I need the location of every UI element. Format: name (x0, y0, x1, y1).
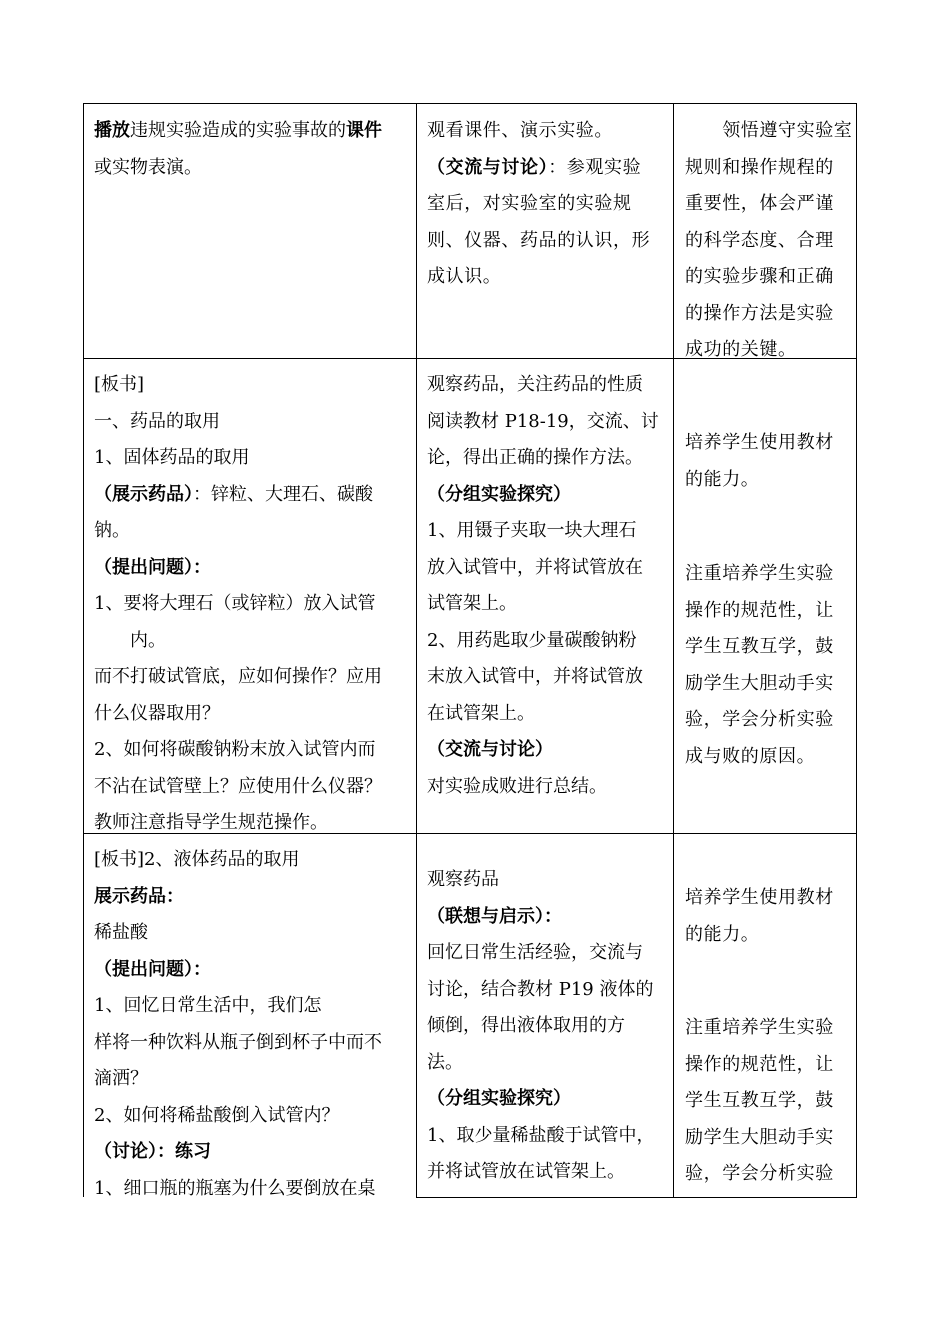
text-run: 而不打破试管底，应如何操作？应用 (94, 666, 382, 687)
rows.1.col3b-line (685, 593, 850, 630)
rows.2.col3a-line (685, 917, 850, 954)
text-run: 论，得出正确的操作方法。 (427, 447, 643, 468)
rows.1.col2-line (427, 732, 665, 769)
rows.2.col1-line (94, 1025, 410, 1062)
text-run: 在试管架上。 (427, 702, 535, 724)
text-run: 学生互教互学，鼓 (685, 1090, 834, 1111)
text-run: 倾倒，得出液体取用的方 (427, 1015, 625, 1036)
rows.1.col1-line (94, 769, 410, 806)
rows.1.col2-line (427, 696, 665, 733)
text-run: 的科学态度、合理 (685, 229, 834, 251)
text-run: （提出问题）： (94, 556, 211, 578)
rows.1.col3b-line (685, 702, 850, 739)
text-run: （交流与讨论） (427, 156, 549, 178)
rows.2.col1-line (94, 842, 410, 879)
rows.1.col1-line (94, 696, 410, 733)
rows.0.col3-line (685, 113, 853, 150)
text-run: 不沾在试管壁上？应使用什么仪器？ (94, 775, 382, 797)
text-run: 培养学生使用教材 (685, 887, 834, 908)
table-border-top (83, 103, 857, 104)
text-run: 观察药品 (427, 869, 499, 890)
rows.2.col2-line (427, 1154, 665, 1191)
rows.1.col2-line (427, 513, 665, 550)
text-run: 试管架上。 (427, 593, 517, 614)
row3-design-intent-a (685, 880, 850, 953)
row1-design-intent (685, 113, 853, 369)
rows.0.col3-line (685, 332, 850, 369)
rows.1.col2-line (427, 550, 665, 587)
table-border-right (856, 103, 857, 1197)
text-run: （提出问题）： (94, 958, 211, 980)
text-run: 的能力。 (685, 468, 760, 490)
rows.0.col2-line (427, 150, 665, 187)
rows.1.col1-line (94, 732, 410, 769)
text-run: 课件 (346, 120, 382, 141)
rows.2.col1-line (94, 1061, 410, 1098)
rows.2.col3b-line (685, 1047, 850, 1084)
rows.0.col3-line (685, 150, 850, 187)
rows.1.col1-line (94, 623, 410, 660)
text-run: 稀盐酸 (94, 922, 148, 943)
text-run: ：参观实验 (548, 156, 642, 178)
text-run: 的操作方法是实验 (685, 302, 834, 324)
text-run: 什么仪器取用？ (94, 702, 220, 724)
text-run: 内。 (130, 629, 166, 651)
rows.0.col3-line (685, 296, 850, 333)
rows.1.col1-line (94, 659, 410, 696)
rows.0.col3-line (685, 186, 850, 223)
rows.2.col1-line (94, 1134, 410, 1171)
text-run: 1、要将大理石（或锌粒）放入试管 (94, 593, 376, 614)
text-run: 领悟遵守实验室 (685, 120, 853, 141)
text-run: 展示药品： (94, 885, 184, 907)
row3-teacher-activity (94, 842, 410, 1207)
text-run: 2、如何将稀盐酸倒入试管内？ (94, 1104, 340, 1126)
rows.2.col1-line (94, 988, 410, 1025)
rows.1.col3a-line (685, 425, 850, 462)
rows.1.col2-line (427, 367, 665, 404)
rows.2.col3a-line (685, 880, 850, 917)
text-run: 末放入试管中，并将试管放 (427, 666, 643, 687)
rows.2.col2-line (427, 972, 665, 1009)
rows.2.col1-line (94, 879, 410, 916)
text-run: 阅读教材 P18-19，交流、讨 (427, 410, 659, 432)
row2-student-activity (427, 367, 665, 805)
rows.2.col2-line (427, 1008, 665, 1045)
rows.1.col1-line (94, 367, 410, 404)
text-run: 样将一种饮料从瓶子倒到杯子中而不 (94, 1031, 382, 1053)
text-run: 的实验步骤和正确 (685, 266, 834, 287)
text-run: 讨论，结合教材 P19 液体的 (427, 978, 654, 1000)
rows.1.col1-line (94, 586, 410, 623)
rows.1.col2-line (427, 440, 665, 477)
rows.0.col3-line (685, 223, 850, 260)
rows.0.col1-line (94, 150, 410, 187)
text-run: （展示药品） (94, 483, 193, 505)
text-run: （讨论）：练习 (94, 1141, 211, 1162)
rows.1.col1-line (94, 805, 410, 842)
text-run: 学生互教互学，鼓 (685, 636, 834, 657)
text-run: 验，学会分析实验 (685, 1163, 834, 1184)
rows.0.col2-line (427, 259, 665, 296)
rows.2.col2-line (427, 899, 665, 936)
table-col-divider (673, 103, 674, 1197)
table-col-divider (416, 103, 417, 1197)
row3-design-intent-b (685, 1010, 850, 1193)
rows.2.col2-line (427, 862, 665, 899)
text-run: 放入试管中，并将试管放在 (427, 556, 643, 578)
text-run: （联想与启示）： (427, 905, 562, 927)
text-run: 1、固体药品的取用 (94, 447, 250, 468)
rows.2.col1-line (94, 915, 410, 952)
text-run: 重要性，体会严谨 (685, 193, 834, 214)
text-run: 培养学生使用教材 (685, 432, 834, 453)
text-run: （交流与讨论） (427, 739, 553, 760)
text-run: 1、回忆日常生活中，我们怎 (94, 995, 322, 1016)
text-run: 的能力。 (685, 923, 760, 945)
row2-design-intent-b (685, 556, 850, 775)
rows.2.col2-line (427, 935, 665, 972)
row1-teacher-activity (94, 113, 410, 186)
text-run: 2、如何将碳酸钠粉末放入试管内而 (94, 739, 376, 760)
rows.2.col1-line (94, 1098, 410, 1135)
text-run: ：锌粒、大理石、碳酸 (193, 483, 373, 505)
text-run: 滴洒？ (94, 1068, 148, 1089)
rows.1.col3b-line (685, 739, 850, 776)
text-run: 操作的规范性，让 (685, 1053, 834, 1075)
text-run: 操作的规范性，让 (685, 599, 834, 621)
rows.1.col2-line (427, 477, 665, 514)
text-run: 回忆日常生活经验，交流与 (427, 942, 643, 963)
text-run: [板书] (94, 374, 145, 395)
rows.1.col2-line (427, 769, 665, 806)
text-run: 成与败的原因。 (685, 745, 816, 767)
row1-student-activity (427, 113, 665, 296)
rows.2.col1-line (94, 1171, 410, 1208)
text-run: 注重培养学生实验 (685, 563, 834, 584)
rows.2.col2-line (427, 1081, 665, 1118)
text-run: 观察药品，关注药品的性质 (427, 374, 643, 395)
text-run: 注重培养学生实验 (685, 1017, 834, 1038)
rows.0.col3-line (685, 259, 850, 296)
text-run: 观看课件、演示实验。 (427, 120, 613, 141)
text-run: 对实验成败进行总结。 (427, 775, 607, 797)
text-run: 1、细口瓶的瓶塞为什么要倒放在桌 (94, 1177, 376, 1199)
rows.2.col3b-line (685, 1083, 850, 1120)
rows.1.col1-line (94, 550, 410, 587)
text-run: 1、用镊子夹取一块大理石 (427, 520, 637, 541)
rows.1.col2-line (427, 404, 665, 441)
table-border-bottom-mid (416, 1197, 857, 1198)
text-run: 或实物表演。 (94, 156, 202, 178)
text-run: 并将试管放在试管架上。 (427, 1161, 625, 1182)
rows.1.col1-line (94, 477, 410, 514)
row2-teacher-activity (94, 367, 410, 842)
rows.1.col2-line (427, 586, 665, 623)
rows.1.col1-line (94, 440, 410, 477)
text-run: （分组实验探究） (427, 483, 571, 505)
rows.2.col3b-line (685, 1156, 850, 1193)
text-run: 励学生大胆动手实 (685, 1126, 834, 1148)
rows.0.col2-line (427, 113, 665, 150)
text-run: 则、仪器、药品的认识，形 (427, 229, 651, 251)
rows.1.col2-line (427, 659, 665, 696)
text-run: 2、用药匙取少量碳酸钠粉 (427, 629, 637, 651)
rows.1.col3b-line (685, 666, 850, 703)
text-run: 验，学会分析实验 (685, 709, 834, 730)
rows.2.col1-line (94, 952, 410, 989)
text-run: 励学生大胆动手实 (685, 672, 834, 694)
rows.0.col1-line (94, 113, 410, 150)
rows.1.col3b-line (685, 629, 850, 666)
rows.1.col1-line (94, 513, 410, 550)
text-run: 规则和操作规程的 (685, 156, 834, 178)
text-run: 播放 (94, 120, 130, 141)
row2-design-intent-a (685, 425, 850, 498)
text-run: 法。 (427, 1051, 463, 1073)
text-run: 成功的关键。 (685, 339, 797, 360)
text-run: 钠。 (94, 520, 130, 541)
rows.2.col2-line (427, 1118, 665, 1155)
text-run: 教师注意指导学生规范操作。 (94, 812, 328, 833)
rows.1.col3b-line (685, 556, 850, 593)
rows.0.col2-line (427, 186, 665, 223)
text-run: 成认识。 (427, 266, 502, 287)
row3-student-activity (427, 862, 665, 1191)
rows.2.col3b-line (685, 1010, 850, 1047)
table-border-left (83, 103, 84, 1197)
text-run: 1、取少量稀盐酸于试管中， (427, 1124, 655, 1146)
text-run: 一、药品的取用 (94, 410, 220, 432)
rows.1.col2-line (427, 623, 665, 660)
rows.1.col3a-line (685, 462, 850, 499)
rows.0.col2-line (427, 223, 665, 260)
rows.2.col2-line (427, 1045, 665, 1082)
rows.2.col3b-line (685, 1120, 850, 1157)
text-run: [板书]2、液体药品的取用 (94, 849, 300, 870)
rows.1.col1-line (94, 404, 410, 441)
text-run: （分组实验探究） (427, 1088, 571, 1109)
text-run: 违规实验造成的实验事故的 (130, 120, 346, 141)
text-run: 室后，对实验室的实验规 (427, 193, 632, 214)
